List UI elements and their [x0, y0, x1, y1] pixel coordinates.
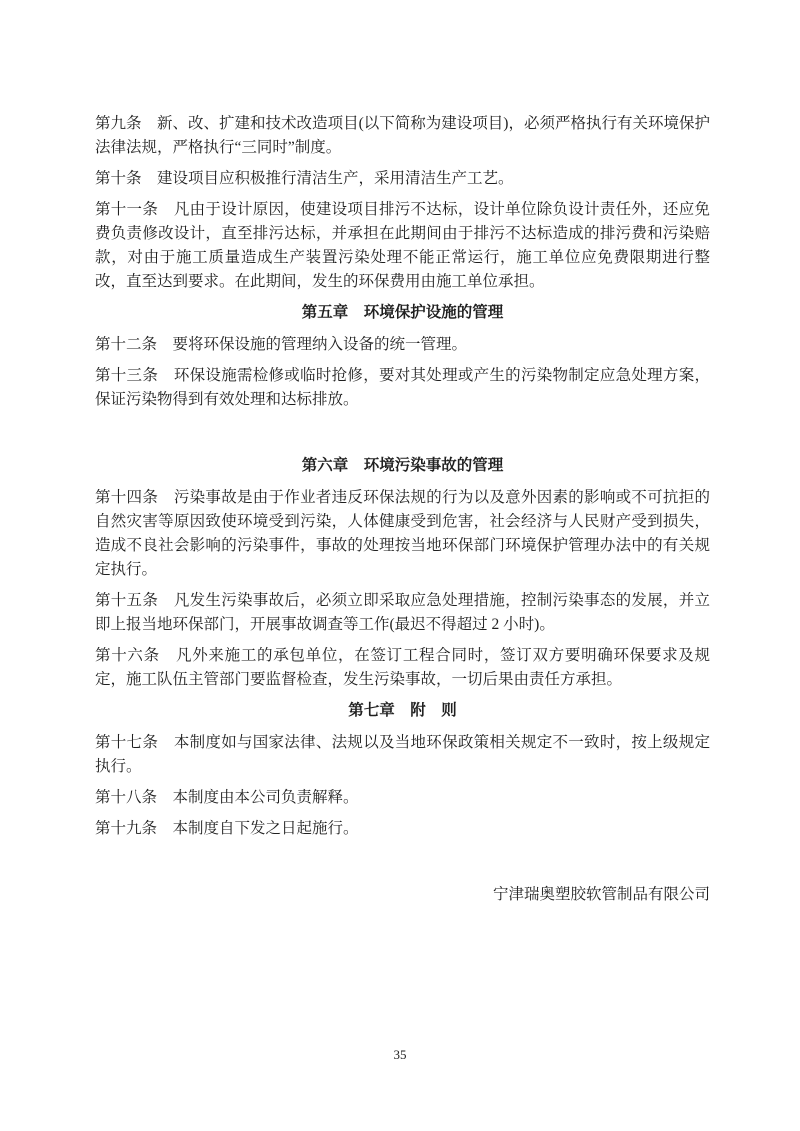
page-number: 35: [393, 1047, 407, 1062]
article-17: 第十七条 本制度如与国家法律、法规以及当地环保政策相关规定不一致时，按上级规定执行。: [95, 734, 710, 775]
chapter-6-heading: 第六章 环境污染事故的管理: [301, 457, 504, 474]
company-signature: 宁津瑞奥塑胶软管制品有限公司: [492, 886, 710, 903]
article-14: 第十四条 污染事故是由于作业者违反环保法规的行为以及意外因素的影响或不可抗拒的自然灾害等原因致使环境受到污染，人体健康受到危害，社会经济与人民财产受到损失，造成不良社会影响的污染事件，事故的处理按当地环保部门环境保护管理办法中的有关规定执行。: [95, 489, 710, 578]
article-19: 第十九条 本制度自下发之日起施行。: [95, 820, 359, 837]
document-body: [95, 112, 710, 907]
chapter-7-heading: 第七章 附 则: [348, 702, 457, 719]
article-15: 第十五条 凡发生污染事故后，必须立即采取应急处理措施，控制污染事态的发展，并立即上报当地环保部门，开展事故调查等工作(最迟不得超过 2 小时)。: [95, 592, 710, 633]
article-9: 第九条 新、改、扩建和技术改造项目(以下简称为建设项目)，必须严格执行有关环境保护法律法规，严格执行“三同时”制度。: [95, 115, 710, 156]
chapter-5-heading: 第五章 环境保护设施的管理: [301, 304, 504, 321]
article-10: 第十条 建设项目应积极推行清洁生产，采用清洁生产工艺。: [95, 170, 514, 187]
article-11: 第十一条 凡由于设计原因，使建设项目排污不达标，设计单位除负设计责任外，还应免费负责修改设计，直至排污达标，并承担在此期间由于排污不达标造成的排污费和污染赔款，对由于施工质量造成生产装置污染处理不能正常运行，施工单位应免费限期进行整改，直至达到要求。在此期间，发生的环保费用由施工单位承担。: [95, 201, 710, 290]
article-12: 第十二条 要将环保设施的管理纳入设备的统一管理。: [95, 336, 468, 353]
article-18: 第十八条 本制度由本公司负责解释。: [95, 789, 359, 806]
article-13: 第十三条 环保设施需检修或临时抢修，要对其处理或产生的污染物制定应急处理方案，保证污染物得到有效处理和达标排放。: [95, 367, 710, 408]
article-16: 第十六条 凡外来施工的承包单位，在签订工程合同时，签订双方要明确环保要求及规定，施工队伍主管部门要监督检查，发生污染事故，一切后果由责任方承担。: [95, 647, 710, 688]
